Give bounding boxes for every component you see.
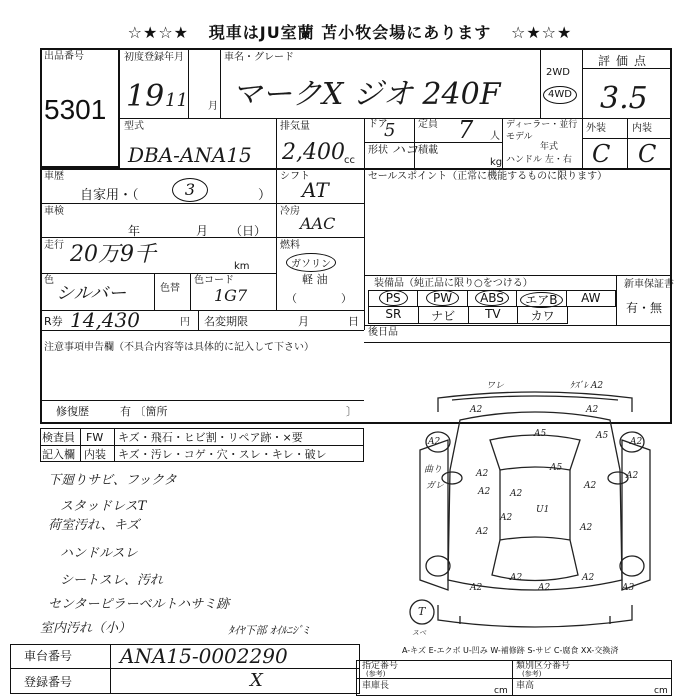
mileage-label: 走行 [44,240,64,251]
sales-point-label: セールスポイント（正常に機能するものに限ります） [368,171,608,182]
first-reg-month: 11 [165,90,188,111]
car-name-label: 車名・グレード [224,52,294,63]
stars-left: ☆★☆★ [127,23,190,42]
first-reg-label: 初度登録年月 [124,52,184,63]
mark-a2-3: A2 [476,469,489,479]
equipment-row-2 [368,307,568,324]
inspection-day: （日） [230,224,267,238]
entrant-label: 記入欄 [42,448,75,461]
repair-value: 有 〔箇所 [120,405,168,418]
shape-value: ハコ [392,143,419,158]
equip-leather: カワ [530,309,555,323]
mark-a5-side: A5 [550,463,563,473]
mark-a3: A3 [622,583,635,593]
car-diagram [400,380,670,642]
equip-pw: PW [418,291,467,306]
inspector-row-1: キズ・飛石・ヒビ割・リペア跡・×要 [118,431,303,444]
model-value: DBA-ANA15 [128,143,252,167]
shift-label: シフト [280,171,310,182]
capacity-value: 7 [458,116,474,144]
inspector-label: 検査員 [42,431,75,444]
displacement-label: 排気量 [280,121,310,132]
mark-fr-left: A2 [470,405,483,415]
equipment-row-1 [368,290,616,307]
remark-1: 下廻りサビ、フックタ [48,473,177,488]
equip-aw: AW [581,291,601,305]
warranty-value: 有・無 [626,301,663,315]
remark-right: ﾀｲﾔ下部 ｵｲﾙﾆｼﾞﾐ [228,624,309,637]
history-close: ） [258,188,272,203]
inspection-month: 月 [196,224,209,238]
capacity-label: 定員 [418,119,438,130]
mandatory-day: 日 [348,315,359,328]
recycle-unit: 円 [180,317,190,328]
recycle-value: 14,430 [70,308,140,332]
interior-label: 内装 [632,123,652,134]
mark-fr-right: A2 [586,405,599,415]
remark-3: 荷室汚れ、キズ [48,518,140,533]
remark-5: シートスレ、汚れ [60,573,163,588]
equipment-label: 装備品（純正品に限り○をつける） [374,278,533,289]
drive-4wd: 4WD [543,86,577,104]
load-label: 積載 [418,145,438,156]
load-unit: kg [490,157,503,168]
mark-magari: 曲り [424,465,443,475]
mark-a2-4: A2 [626,471,639,481]
mark-a2-8: A2 [580,523,593,533]
inspector-fw: FW [86,431,104,444]
first-reg-month-unit: 月 [208,101,218,112]
capacity-unit: 人 [490,131,500,142]
inspection-label: 車検 [44,206,64,217]
header-notice [0,20,700,43]
displacement-value: 2,400 [282,140,345,165]
equip-navi: ナビ [419,307,469,323]
history-value: 自家用・（ [80,188,139,203]
repair-label: 修復歴 [56,405,89,418]
entrant-row-2: キズ・汚レ・コゲ・穴・スレ・キレ・破レ [118,448,327,461]
equip-ps: PS [369,291,418,306]
recycle-label: R券 [44,315,63,328]
color-code-label: 色コード [194,275,234,286]
cooler-label: 冷房 [280,206,300,217]
handle-label: ハンドル 左・右 [506,155,572,165]
fuel-gasoline: ガソリン [286,253,336,272]
mandatory-month: 月 [298,315,309,328]
remark-4: ハンドルスレ [60,546,138,561]
equip-sr: SR [369,307,419,323]
length-label: 車庫長 [362,681,390,691]
remark-7: 室内汚れ（小） [40,621,132,636]
fuel-diesel: 軽 油 [302,273,328,286]
mark-a2-13: A2 [582,573,595,583]
mark-a2-11: A2 [538,583,551,593]
equip-airbag: エアB [517,291,566,306]
mark-front-a2: ｹｽﾞﾚ A2 [570,381,604,391]
mark-a2-6: A2 [510,489,523,499]
cooler-value: AAC [300,214,336,233]
model-year-unit: 年式 [540,142,559,152]
height-label: 車高 [516,681,535,691]
exterior-value: C [592,140,611,168]
mileage-value: 20万9千 [70,242,156,267]
remark-6: センターピラーベルトハサミ跡 [48,597,230,612]
mark-a2-2: A2 [630,437,643,447]
exterior-label: 外装 [586,123,606,134]
score-label: 評価点 [598,54,653,68]
color-change-label: 色替 [160,283,180,294]
fuel-label: 燃料 [280,240,300,251]
registration-value: X [250,670,263,691]
mandatory-label: 名変期限 [204,315,248,328]
history-circled: 3 [172,178,208,202]
shape-label: 形状 [368,145,388,156]
repair-close: 〕 [346,405,357,418]
height-unit: cm [654,686,668,696]
lot-number: 5301 [44,94,107,125]
car-name-value: マークX ジオ 240F [232,77,501,112]
inspection-year: 年 [128,224,141,238]
warranty-label: 新車保証書 [624,279,674,290]
score-value: 3.5 [600,81,648,116]
equip-tv: TV [469,307,519,323]
length-unit: cm [494,686,508,696]
chassis-label: 車台番号 [24,649,73,663]
color-value: シルバー [56,283,127,304]
designation-sub: (参考) [366,670,386,678]
notes-label: 注意事項申告欄（不具合内容等は具体的に記入して下さい） [44,342,314,353]
mark-u1: U1 [536,505,550,515]
first-reg-year: 19 [126,79,165,114]
doors-label: ドア [368,119,388,130]
mark-sube: スベ [412,629,426,637]
history-label: 車歴 [44,171,64,182]
mark-hood-r: A5 [596,431,609,441]
damage-legend: A-キズ E-エクボ U-凹み W-補修跡 S-サビ C-腐食 XX-交換済 [402,646,619,655]
color-label: 色 [44,275,54,286]
entrant-fw: 内装 [84,448,106,461]
mark-t: T [418,605,426,618]
interior-value: C [638,140,657,168]
remark-2: スタッドレスT [60,499,147,514]
designation-label: 指定番号 [362,661,399,671]
mark-a2-7: A2 [584,481,597,491]
classification-sub: (参考) [522,670,542,678]
drive-2wd: 2WD [546,67,570,78]
stars-right: ☆★☆★ [510,23,573,42]
model-label: 型式 [124,121,144,132]
displacement-unit: cc [344,155,355,166]
mark-a2-12: A2 [470,583,483,593]
model-year-label: モデル [506,132,533,142]
mileage-unit: km [234,261,250,272]
lot-label: 出品番号 [44,51,84,62]
mark-a2-1: A2 [428,437,441,447]
mark-ware: ワレ [486,381,505,391]
mark-a2-10: A2 [510,573,523,583]
color-code-value: 1G7 [214,286,248,305]
mark-gare: ガレ [426,481,445,491]
doors-value: 5 [384,120,396,141]
registration-label: 登録番号 [24,675,73,689]
dealer-label: ディーラー・並行 [506,120,578,130]
equip-abs: ABS [468,291,517,306]
retrofit-label: 後日品 [368,327,398,338]
notice-text: 現車はJU室蘭 苫小牧会場にあります [208,23,492,42]
shift-value: AT [302,178,329,202]
mark-a2-9: A2 [476,527,489,537]
mark-a2-side: A2 [500,513,513,523]
mark-a2-5: A2 [478,487,491,497]
chassis-value: ANA15-0002290 [120,644,288,668]
classification-label: 類別区分番号 [516,661,571,671]
mark-hood-l: A5 [534,429,547,439]
